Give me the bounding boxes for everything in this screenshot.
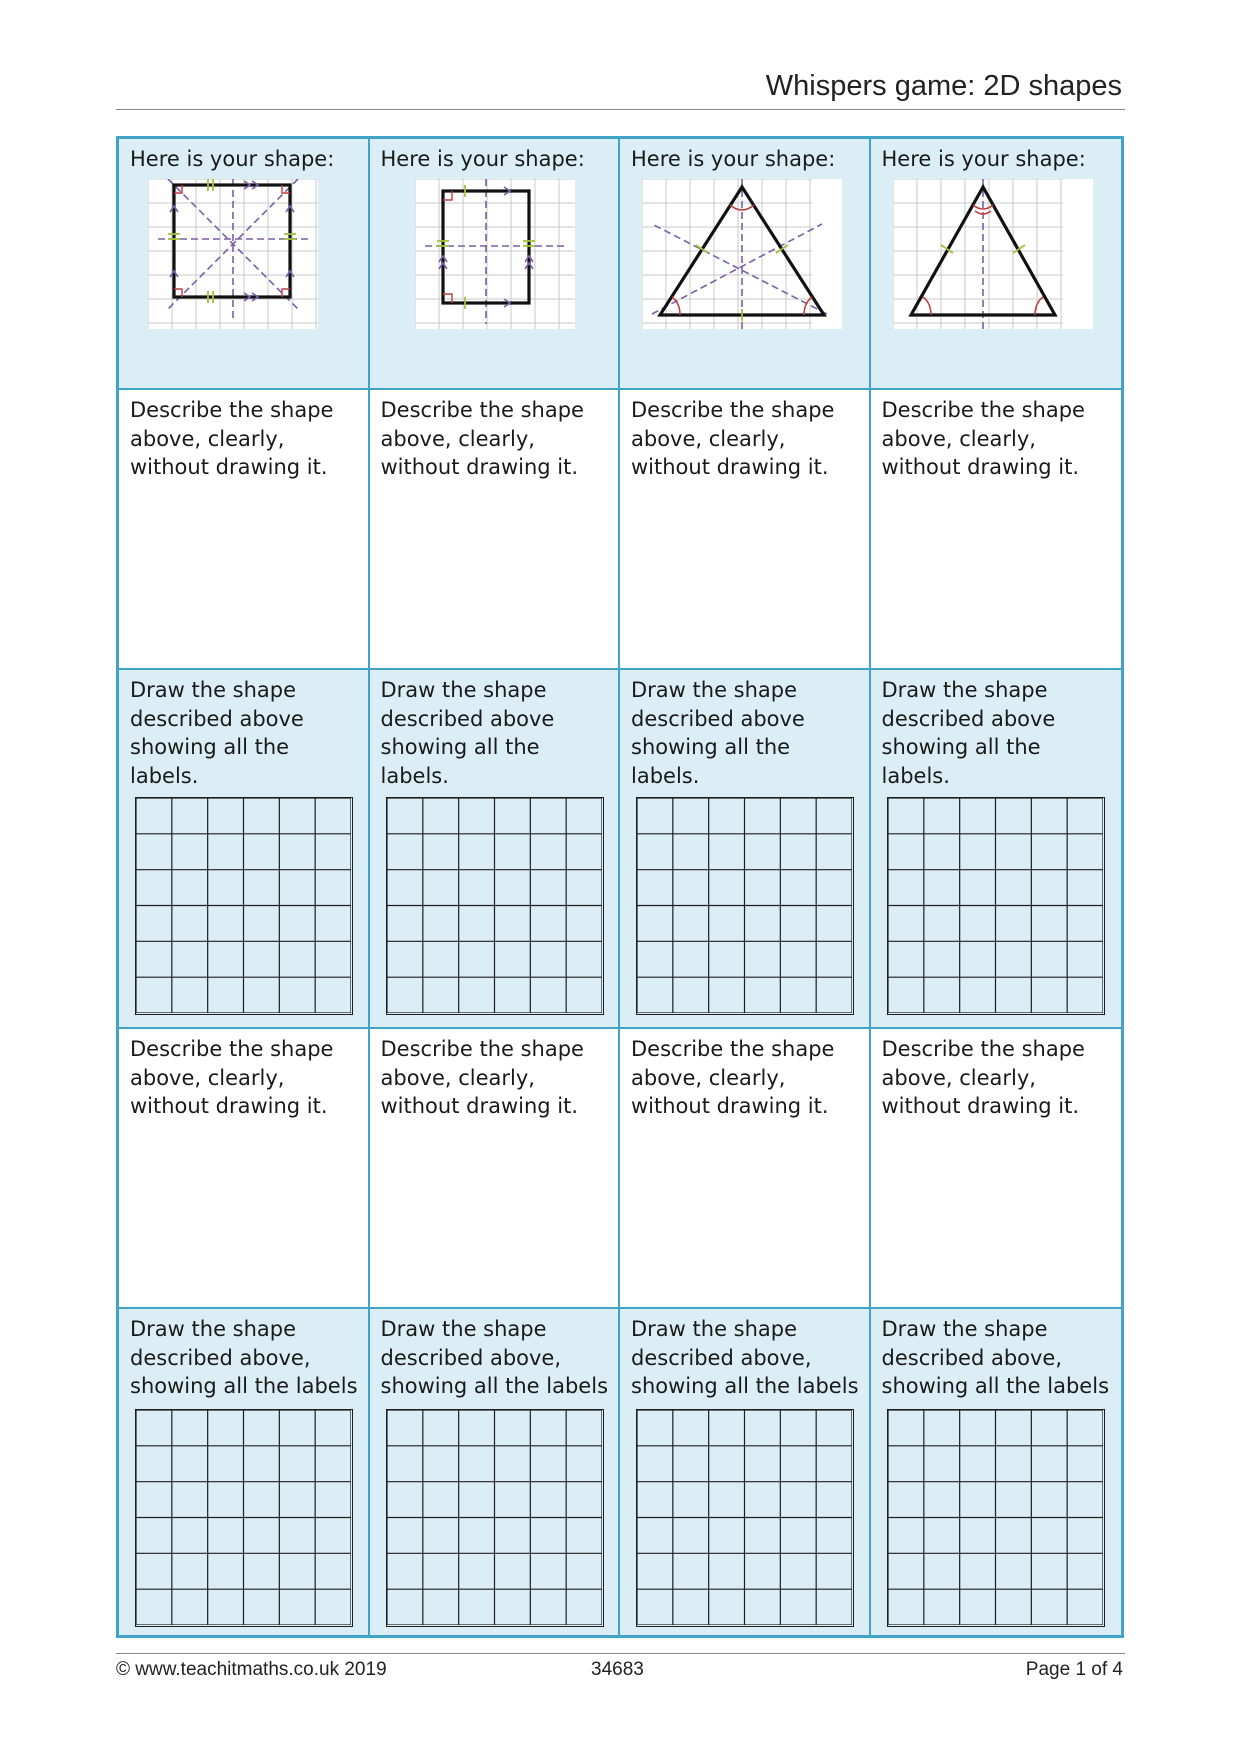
describe-cell[interactable]: [871, 1029, 1122, 1309]
footer-page: Page 1 of 4: [1025, 1659, 1123, 1680]
describe-cell[interactable]: [370, 390, 621, 670]
draw-cell[interactable]: [620, 670, 871, 1029]
describe-cell[interactable]: [119, 1029, 370, 1309]
shape-cell: [370, 139, 621, 390]
describe-prompt: Describe the shape above, clearly, without drawing it.: [631, 398, 835, 479]
drawing-grid[interactable]: [135, 797, 353, 1015]
draw-cell[interactable]: [620, 1309, 871, 1635]
draw-prompt: Draw the shape described above, showing all the labels: [881, 1317, 1110, 1398]
describe-cell[interactable]: [620, 1029, 871, 1309]
shape-prompt: Here is your shape:: [631, 147, 836, 171]
draw-prompt: Draw the shape described above, showing all the labels: [130, 1317, 358, 1398]
drawing-grid[interactable]: [135, 1409, 353, 1627]
shape-prompt: Here is your shape:: [130, 147, 335, 171]
describe-prompt: Describe the shape above, clearly, without drawing it.: [881, 1037, 1085, 1118]
isosceles-triangle-diagram: [893, 179, 1093, 329]
footer-divider: [116, 1653, 1125, 1654]
describe-cell[interactable]: [119, 390, 370, 670]
draw-prompt: Draw the shape described above showing all the labels.: [631, 678, 805, 788]
draw-prompt: Draw the shape described above, showing all the labels: [380, 1317, 609, 1398]
draw-prompt: Draw the shape described above showing all the labels.: [380, 678, 555, 788]
draw-prompt: Draw the shape described above, showing all the labels: [631, 1317, 859, 1398]
rectangle-diagram: [415, 179, 575, 329]
drawing-grid[interactable]: [386, 797, 604, 1015]
describe-prompt: Describe the shape above, clearly, without drawing it.: [881, 398, 1085, 479]
draw-cell[interactable]: [370, 670, 621, 1029]
draw-prompt: Draw the shape described above showing all the labels.: [881, 678, 1056, 788]
shape-prompt: Here is your shape:: [380, 147, 585, 171]
describe-prompt: Describe the shape above, clearly, without drawing it.: [130, 1037, 334, 1118]
draw-prompt: Draw the shape described above showing all the labels.: [130, 678, 304, 788]
page-title: Whispers game: 2D shapes: [765, 70, 1122, 102]
worksheet-grid: [116, 136, 1124, 1638]
describe-cell[interactable]: [620, 390, 871, 670]
draw-cell[interactable]: [119, 1309, 370, 1635]
describe-prompt: Describe the shape above, clearly, without drawing it.: [631, 1037, 835, 1118]
drawing-grid[interactable]: [636, 797, 854, 1015]
describe-cell[interactable]: [871, 390, 1122, 670]
draw-cell[interactable]: [370, 1309, 621, 1635]
shape-cell: [119, 139, 370, 390]
drawing-grid[interactable]: [636, 1409, 854, 1627]
drawing-grid[interactable]: [887, 1409, 1105, 1627]
shape-cell: [871, 139, 1122, 390]
describe-prompt: Describe the shape above, clearly, without drawing it.: [380, 1037, 584, 1118]
footer-copyright: © www.teachitmaths.co.uk 2019: [116, 1659, 387, 1680]
shape-cell: [620, 139, 871, 390]
drawing-grid[interactable]: [887, 797, 1105, 1015]
title-divider: [116, 109, 1125, 110]
draw-cell[interactable]: [871, 1309, 1122, 1635]
draw-cell[interactable]: [119, 670, 370, 1029]
describe-prompt: Describe the shape above, clearly, without drawing it.: [380, 398, 584, 479]
describe-cell[interactable]: [370, 1029, 621, 1309]
draw-cell[interactable]: [871, 670, 1122, 1029]
footer-code: 34683: [591, 1659, 644, 1680]
shape-prompt: Here is your shape:: [881, 147, 1086, 171]
square-diagram: [148, 179, 318, 329]
drawing-grid[interactable]: [386, 1409, 604, 1627]
describe-prompt: Describe the shape above, clearly, without drawing it.: [130, 398, 334, 479]
equilateral-triangle-diagram: [642, 179, 842, 329]
